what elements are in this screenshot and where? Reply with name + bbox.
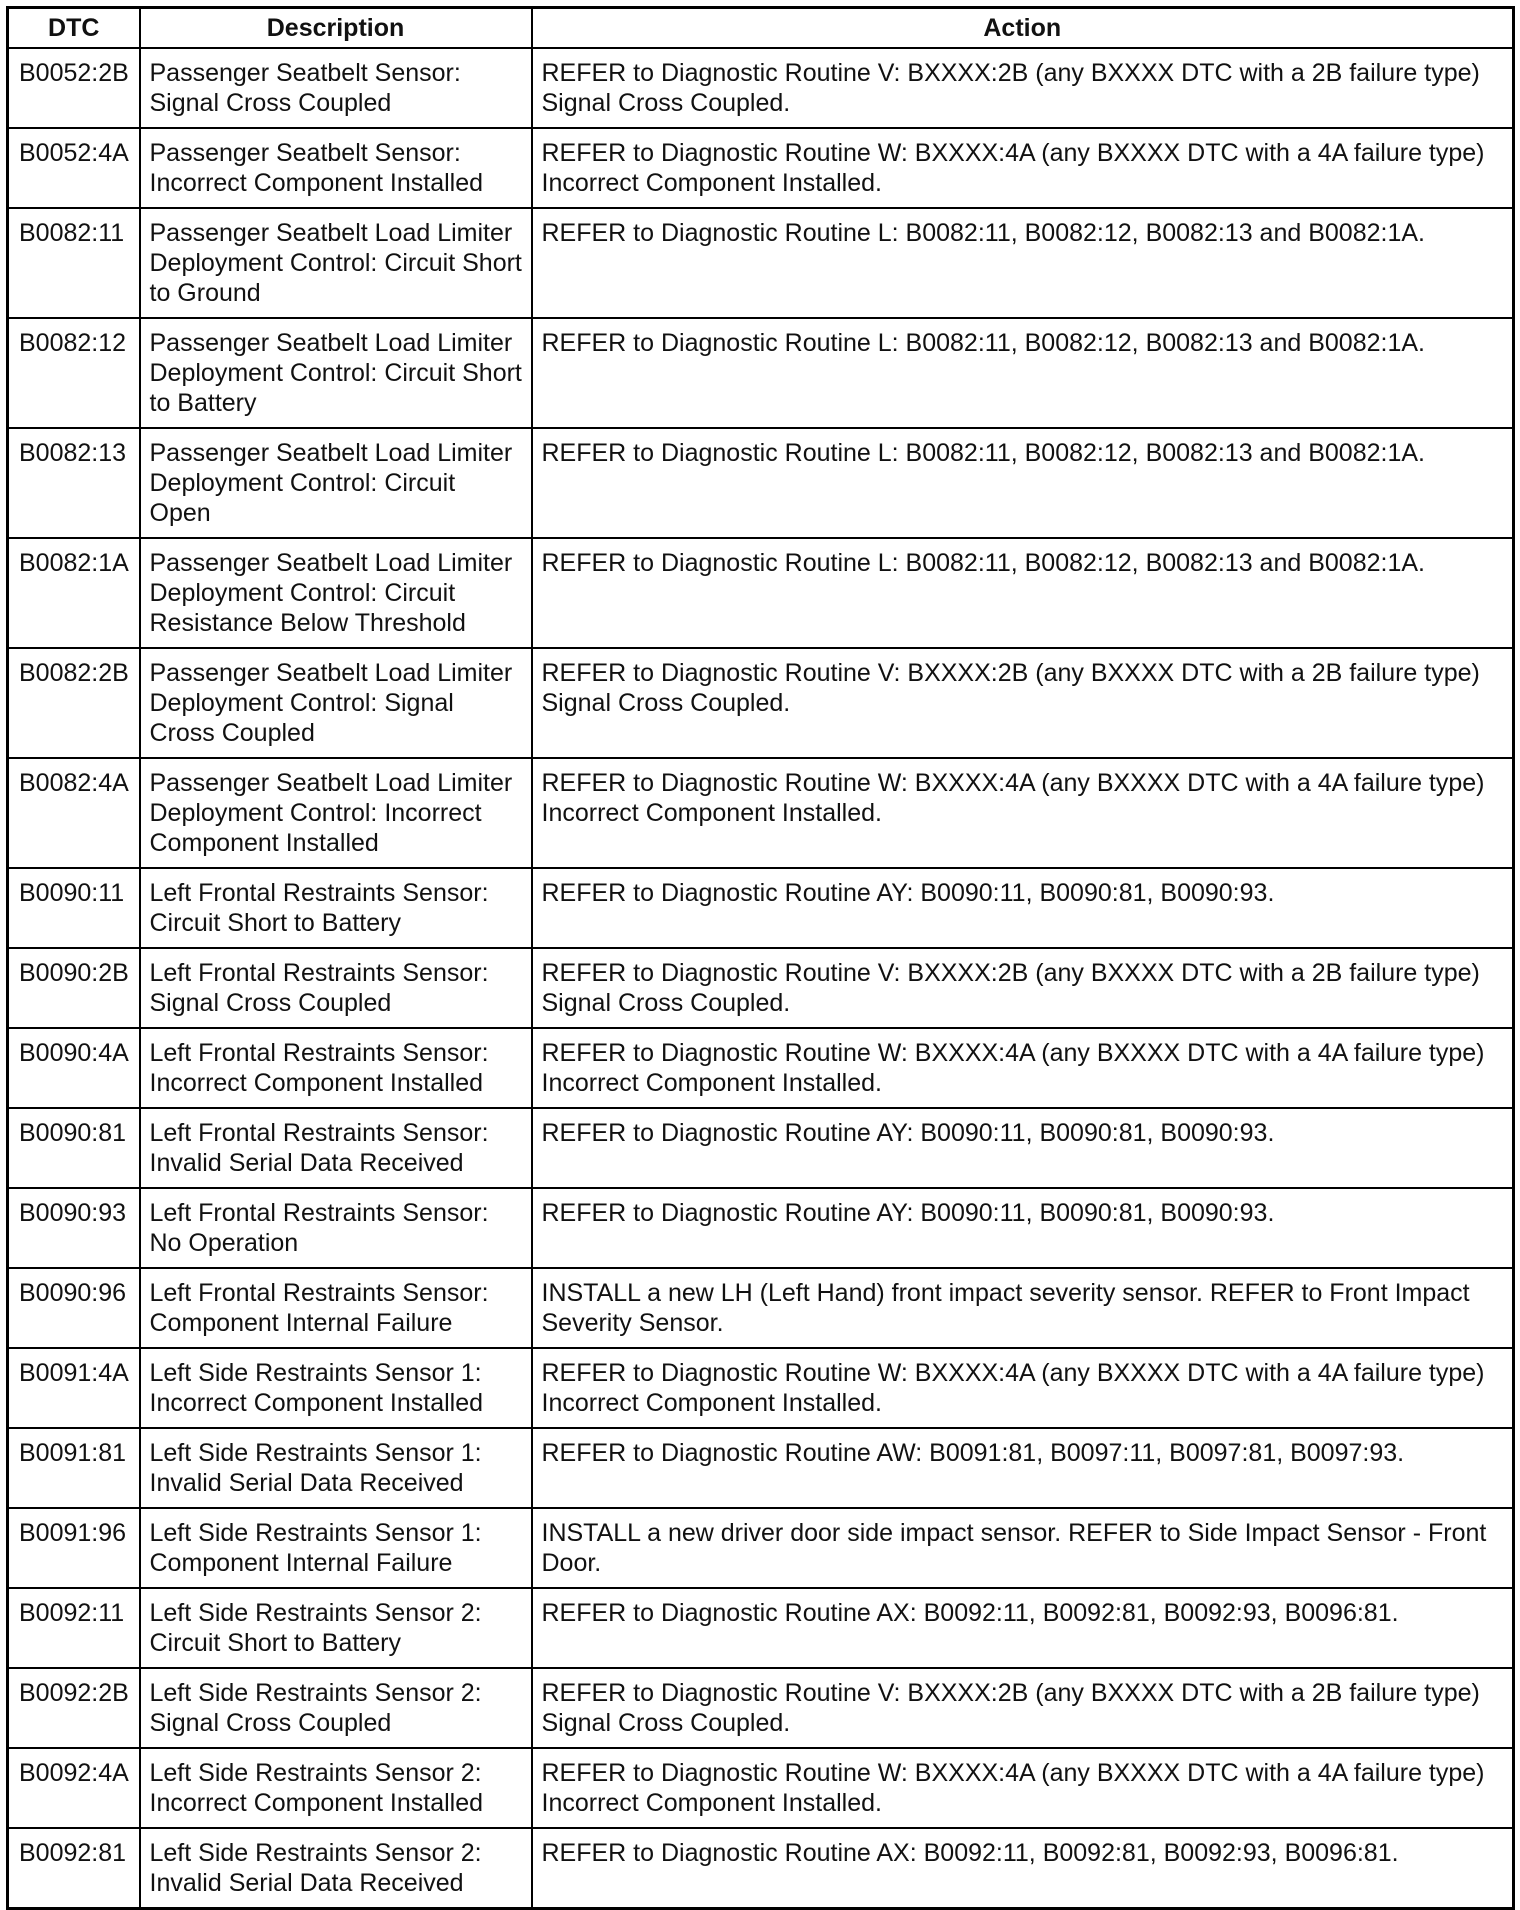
dtc-code: B0091:4A [8,1348,140,1428]
dtc-code: B0090:4A [8,1028,140,1108]
dtc-description: Left Side Restraints Sensor 1: Incorrect Component Installed [140,1348,532,1428]
table-row [8,1268,1514,1348]
dtc-description: Left Frontal Restraints Sensor: Circuit Short to Battery [140,868,532,948]
table-row [8,128,1514,208]
dtc-action: REFER to Diagnostic Routine V: BXXXX:2B (any BXXXX DTC with a 2B failure type) Signal Cross Coupled. [532,648,1514,758]
dtc-code: B0092:11 [8,1588,140,1668]
dtc-code: B0082:4A [8,758,140,868]
dtc-description: Passenger Seatbelt Load Limiter Deployment Control: Circuit Resistance Below Threshold [140,538,532,648]
dtc-description: Left Side Restraints Sensor 1: Invalid Serial Data Received [140,1428,532,1508]
table-row [8,48,1514,128]
table-row [8,1668,1514,1748]
table-row [8,1188,1514,1268]
dtc-description: Left Side Restraints Sensor 1: Component Internal Failure [140,1508,532,1588]
dtc-code: B0082:1A [8,538,140,648]
dtc-code: B0090:93 [8,1188,140,1268]
table-row [8,1028,1514,1108]
table-row [8,1348,1514,1428]
dtc-description: Passenger Seatbelt Load Limiter Deployment Control: Incorrect Component Installed [140,758,532,868]
header-action: Action [532,8,1514,49]
table-header-row [8,8,1514,49]
table-row [8,1588,1514,1668]
dtc-action: REFER to Diagnostic Routine AW: B0091:81, B0097:11, B0097:81, B0097:93. [532,1428,1514,1508]
dtc-table [6,6,1515,1910]
dtc-description: Left Frontal Restraints Sensor: Component Internal Failure [140,1268,532,1348]
dtc-action: REFER to Diagnostic Routine V: BXXXX:2B (any BXXXX DTC with a 2B failure type) Signal Cross Coupled. [532,48,1514,128]
dtc-action: REFER to Diagnostic Routine W: BXXXX:4A (any BXXXX DTC with a 4A failure type) Incorrect Component Installed. [532,758,1514,868]
dtc-description: Passenger Seatbelt Load Limiter Deployment Control: Circuit Short to Battery [140,318,532,428]
dtc-action: REFER to Diagnostic Routine AX: B0092:11, B0092:81, B0092:93, B0096:81. [532,1828,1514,1909]
table-row [8,318,1514,428]
dtc-code: B0090:81 [8,1108,140,1188]
table-row [8,1508,1514,1588]
dtc-action: REFER to Diagnostic Routine L: B0082:11, B0082:12, B0082:13 and B0082:1A. [532,208,1514,318]
dtc-action: REFER to Diagnostic Routine V: BXXXX:2B (any BXXXX DTC with a 2B failure type) Signal Cross Coupled. [532,948,1514,1028]
dtc-description: Passenger Seatbelt Load Limiter Deployment Control: Circuit Open [140,428,532,538]
dtc-action: INSTALL a new LH (Left Hand) front impact severity sensor. REFER to Front Impact Severity Sensor. [532,1268,1514,1348]
table-row [8,428,1514,538]
table-row [8,868,1514,948]
dtc-code: B0082:2B [8,648,140,758]
table-row [8,758,1514,868]
dtc-action: REFER to Diagnostic Routine L: B0082:11, B0082:12, B0082:13 and B0082:1A. [532,318,1514,428]
dtc-action: REFER to Diagnostic Routine AY: B0090:11, B0090:81, B0090:93. [532,1188,1514,1268]
dtc-action: REFER to Diagnostic Routine V: BXXXX:2B (any BXXXX DTC with a 2B failure type) Signal Cross Coupled. [532,1668,1514,1748]
table-row [8,1428,1514,1508]
table-row [8,648,1514,758]
table-row [8,1748,1514,1828]
dtc-action: REFER to Diagnostic Routine AY: B0090:11, B0090:81, B0090:93. [532,1108,1514,1188]
header-dtc: DTC [8,8,140,49]
dtc-code: B0090:96 [8,1268,140,1348]
dtc-description: Passenger Seatbelt Load Limiter Deployment Control: Circuit Short to Ground [140,208,532,318]
dtc-description: Passenger Seatbelt Load Limiter Deployment Control: Signal Cross Coupled [140,648,532,758]
table-row [8,948,1514,1028]
table-row [8,1828,1514,1909]
dtc-action: INSTALL a new driver door side impact sensor. REFER to Side Impact Sensor - Front Door. [532,1508,1514,1588]
dtc-description: Left Frontal Restraints Sensor: Invalid Serial Data Received [140,1108,532,1188]
dtc-action: REFER to Diagnostic Routine W: BXXXX:4A (any BXXXX DTC with a 4A failure type) Incorrect Component Installed. [532,1028,1514,1108]
dtc-code: B0082:11 [8,208,140,318]
dtc-code: B0091:96 [8,1508,140,1588]
dtc-code: B0052:4A [8,128,140,208]
dtc-description: Left Side Restraints Sensor 2: Circuit Short to Battery [140,1588,532,1668]
dtc-description: Left Frontal Restraints Sensor: Incorrect Component Installed [140,1028,532,1108]
dtc-code: B0092:2B [8,1668,140,1748]
dtc-code: B0092:81 [8,1828,140,1909]
dtc-action: REFER to Diagnostic Routine L: B0082:11, B0082:12, B0082:13 and B0082:1A. [532,538,1514,648]
dtc-code: B0082:12 [8,318,140,428]
dtc-description: Passenger Seatbelt Sensor: Incorrect Component Installed [140,128,532,208]
dtc-code: B0092:4A [8,1748,140,1828]
dtc-code: B0091:81 [8,1428,140,1508]
table-row [8,1108,1514,1188]
header-description: Description [140,8,532,49]
dtc-description: Left Side Restraints Sensor 2: Invalid Serial Data Received [140,1828,532,1909]
table-row [8,208,1514,318]
dtc-action: REFER to Diagnostic Routine W: BXXXX:4A (any BXXXX DTC with a 4A failure type) Incorrect Component Installed. [532,1748,1514,1828]
dtc-action: REFER to Diagnostic Routine W: BXXXX:4A (any BXXXX DTC with a 4A failure type) Incorrect Component Installed. [532,1348,1514,1428]
dtc-code: B0082:13 [8,428,140,538]
dtc-description: Left Side Restraints Sensor 2: Incorrect Component Installed [140,1748,532,1828]
dtc-code: B0052:2B [8,48,140,128]
dtc-code: B0090:11 [8,868,140,948]
dtc-description: Passenger Seatbelt Sensor: Signal Cross Coupled [140,48,532,128]
dtc-description: Left Side Restraints Sensor 2: Signal Cross Coupled [140,1668,532,1748]
dtc-description: Left Frontal Restraints Sensor: Signal Cross Coupled [140,948,532,1028]
table-row [8,538,1514,648]
dtc-action: REFER to Diagnostic Routine W: BXXXX:4A (any BXXXX DTC with a 4A failure type) Incorrect Component Installed. [532,128,1514,208]
dtc-action: REFER to Diagnostic Routine L: B0082:11, B0082:12, B0082:13 and B0082:1A. [532,428,1514,538]
dtc-action: REFER to Diagnostic Routine AY: B0090:11, B0090:81, B0090:93. [532,868,1514,948]
dtc-description: Left Frontal Restraints Sensor: No Operation [140,1188,532,1268]
dtc-action: REFER to Diagnostic Routine AX: B0092:11, B0092:81, B0092:93, B0096:81. [532,1588,1514,1668]
document-page [6,6,1512,1910]
dtc-code: B0090:2B [8,948,140,1028]
